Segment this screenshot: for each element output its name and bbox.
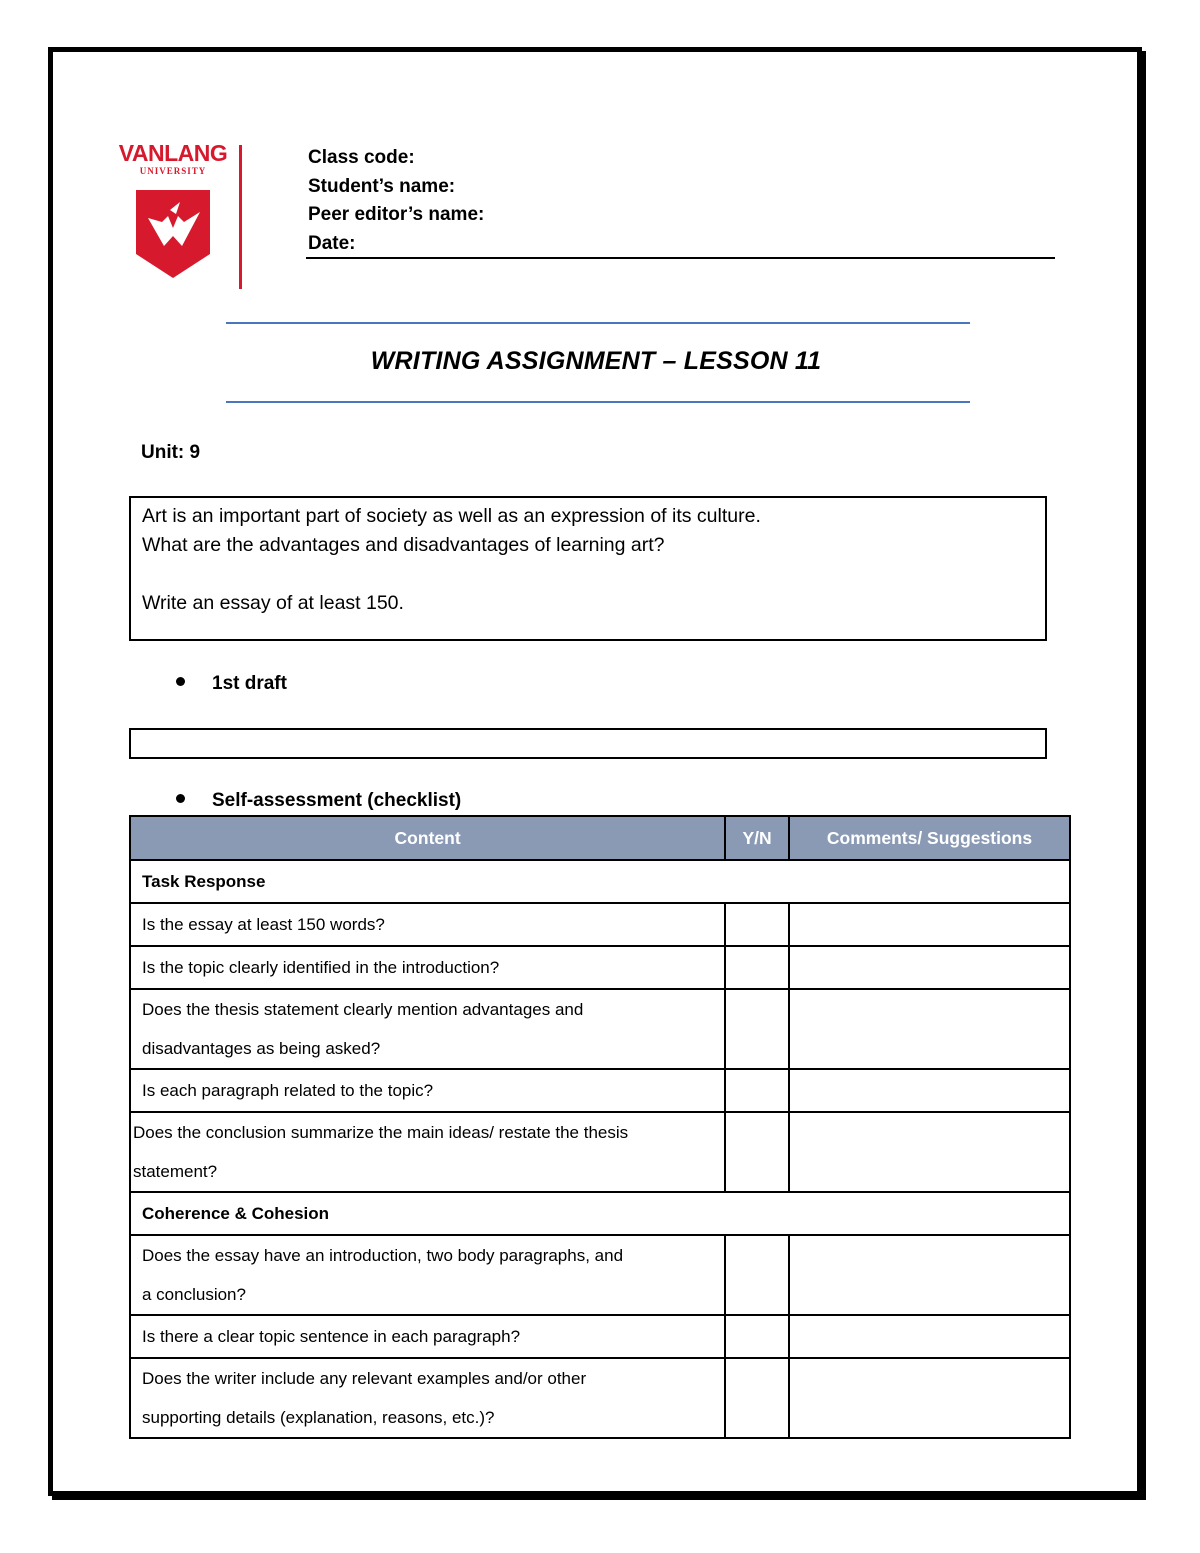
title-rule-bottom [226,401,970,403]
bullet-icon [176,794,185,803]
draft-box[interactable] [129,728,1047,759]
comments-cell[interactable] [789,1235,1070,1315]
comments-cell[interactable] [789,1069,1070,1112]
table-row [130,989,1070,1069]
yn-header: Y/N [725,816,789,860]
self-assessment-heading: Self-assessment (checklist) [212,790,462,811]
yn-cell[interactable] [725,1235,789,1315]
logo-divider [239,145,242,289]
prompt-box [129,496,1047,641]
header-rule [306,257,1055,259]
draft-heading: 1st draft [212,673,287,694]
question-line: a conclusion? [142,1285,246,1304]
yn-cell[interactable] [725,946,789,989]
self-assessment-bullet [176,790,461,812]
logo-subtitle: UNIVERSITY [139,166,207,176]
comments-cell[interactable] [789,1112,1070,1192]
question-cell: Is the topic clearly identified in the introduction? [130,946,725,989]
date-label: Date: [308,232,356,254]
page-title: WRITING ASSIGNMENT – LESSON 11 [370,347,822,375]
question-cell [130,1358,725,1438]
student-name-label: Student’s name: [308,175,456,197]
comments-cell[interactable] [789,1315,1070,1358]
prompt-line: Write an essay of at least 150. [142,592,404,614]
class-code-label: Class code: [308,147,415,168]
bullet-icon [176,677,185,686]
question-line: Does the thesis statement clearly mention advantages and [142,1000,584,1019]
question-cell: Is the essay at least 150 words? [130,903,725,946]
yn-cell[interactable] [725,1069,789,1112]
unit-label: Unit: 9 [141,442,201,463]
question-cell [130,1112,725,1192]
prompt-line: Art is an important part of society as well as an expression of its culture. [142,505,761,527]
checklist-table [129,815,1071,1439]
question-cell: Is each paragraph related to the topic? [130,1069,725,1112]
content-header: Content [130,816,725,860]
comments-cell[interactable] [789,946,1070,989]
yn-cell[interactable] [725,1315,789,1358]
section-row [130,860,1070,903]
yn-cell[interactable] [725,989,789,1069]
table-row [130,1069,1070,1112]
table-header-row [130,816,1070,860]
question-cell: Is there a clear topic sentence in each paragraph? [130,1315,725,1358]
yn-cell[interactable] [725,903,789,946]
comments-header: Comments/ Suggestions [789,816,1070,860]
question-line: Does the writer include any relevant examples and/or other [142,1369,587,1388]
yn-cell[interactable] [725,1112,789,1192]
university-shield-icon [134,188,212,280]
table-row [130,1235,1070,1315]
table-row [130,1315,1070,1358]
question-line: supporting details (explanation, reasons, etc.)? [142,1408,495,1427]
question-line: Does the conclusion summarize the main ideas/ restate the thesis [133,1123,629,1142]
section-title: Coherence & Cohesion [130,1192,1070,1235]
table-row [130,946,1070,989]
question-cell [130,1235,725,1315]
question-cell [130,989,725,1069]
yn-cell[interactable] [725,1358,789,1438]
table-row [130,903,1070,946]
section-row [130,1192,1070,1235]
comments-cell[interactable] [789,903,1070,946]
header-fields [308,144,484,258]
table-row [130,1112,1070,1192]
prompt-line: What are the advantages and disadvantages of learning art? [142,534,665,556]
table-row [130,1358,1070,1438]
draft-bullet [176,673,287,695]
question-line: disadvantages as being asked? [142,1039,381,1058]
peer-editor-label: Peer editor’s name: [308,204,485,225]
comments-cell[interactable] [789,1358,1070,1438]
question-line: Does the essay have an introduction, two body paragraphs, and [142,1246,624,1265]
section-title: Task Response [130,860,1070,903]
question-line: statement? [133,1162,218,1181]
logo-wordmark: VANLANG [118,140,228,166]
comments-cell[interactable] [789,989,1070,1069]
title-rule-top [226,322,970,324]
